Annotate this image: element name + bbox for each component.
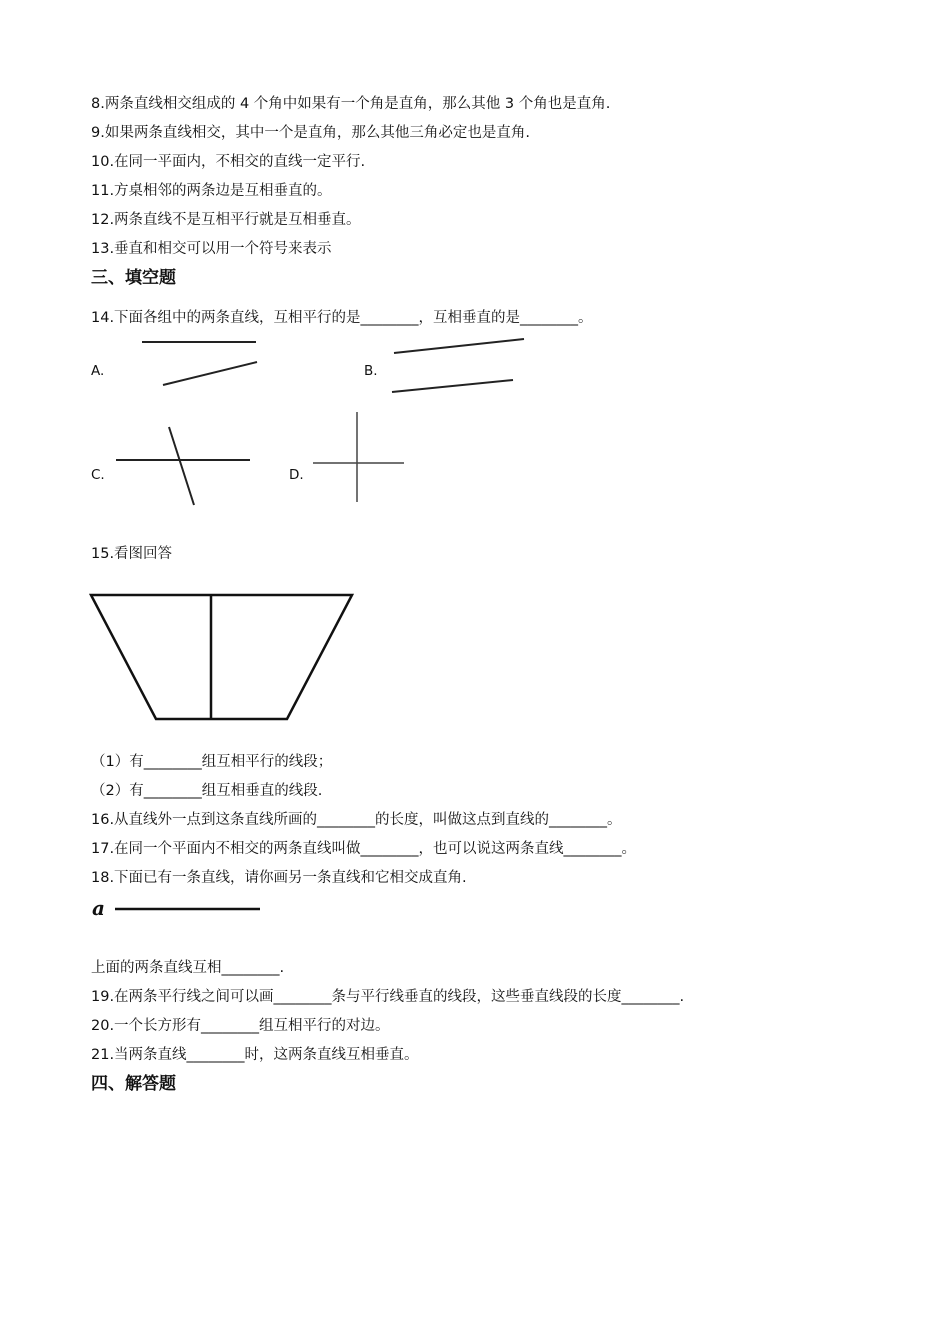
question-15: 15.看图回答 — [91, 546, 173, 562]
option-a-line-2 — [163, 362, 257, 385]
question-13: 13.垂直和相交可以用一个符号来表示 — [91, 241, 332, 257]
option-b-line-1 — [394, 339, 524, 353]
question-18: 18.下面已有一条直线，请你画另一条直线和它相交成直角. — [91, 870, 467, 886]
figure-option-a — [142, 342, 257, 385]
question-20: 20.一个长方形有________组互相平行的对边。 — [91, 1018, 390, 1034]
figure-option-c — [116, 427, 250, 505]
option-b-line-2 — [392, 380, 513, 392]
question-16: 16.从直线外一点到这条直线所画的________的长度，叫做这点到直线的________。 — [91, 812, 622, 828]
question-15-part-2: （2）有________组互相垂直的线段. — [91, 783, 323, 799]
figure-trapezoid — [91, 595, 352, 719]
question-14: 14.下面各组中的两条直线，互相平行的是________，互相垂直的是________。 — [91, 310, 593, 326]
section-4-title: 四、解答题 — [91, 1074, 176, 1094]
question-12: 12.两条直线不是互相平行就是互相垂直。 — [91, 212, 361, 228]
option-a-label: A. — [91, 363, 105, 379]
question-18-answer: 上面的两条直线互相________. — [91, 960, 285, 976]
question-9: 9.如果两条直线相交，其中一个是直角，那么其他三角必定也是直角. — [91, 125, 530, 141]
question-21: 21.当两条直线________时，这两条直线互相垂直。 — [91, 1047, 419, 1063]
option-c-line-2 — [169, 427, 194, 505]
option-d-label: D. — [289, 467, 304, 483]
question-11: 11.方桌相邻的两条边是互相垂直的。 — [91, 183, 332, 199]
option-b-label: B. — [364, 363, 378, 379]
option-c-label: C. — [91, 467, 105, 483]
question-10: 10.在同一平面内，不相交的直线一定平行. — [91, 154, 366, 170]
figure-option-d — [313, 412, 404, 502]
line-a-label: a — [92, 896, 105, 920]
section-3-title: 三、填空题 — [91, 268, 176, 288]
question-15-part-1: （1）有________组互相平行的线段； — [91, 754, 333, 770]
question-17: 17.在同一个平面内不相交的两条直线叫做________，也可以说这两条直线________。 — [91, 841, 637, 857]
question-19: 19.在两条平行线之间可以画________条与平行线垂直的线段，这些垂直线段的长度________. — [91, 989, 685, 1005]
trapezoid-outline — [91, 595, 352, 719]
question-8: 8.两条直线相交组成的 4 个角中如果有一个角是直角，那么其他 3 个角也是直角. — [91, 96, 611, 112]
figure-option-b — [392, 339, 524, 392]
